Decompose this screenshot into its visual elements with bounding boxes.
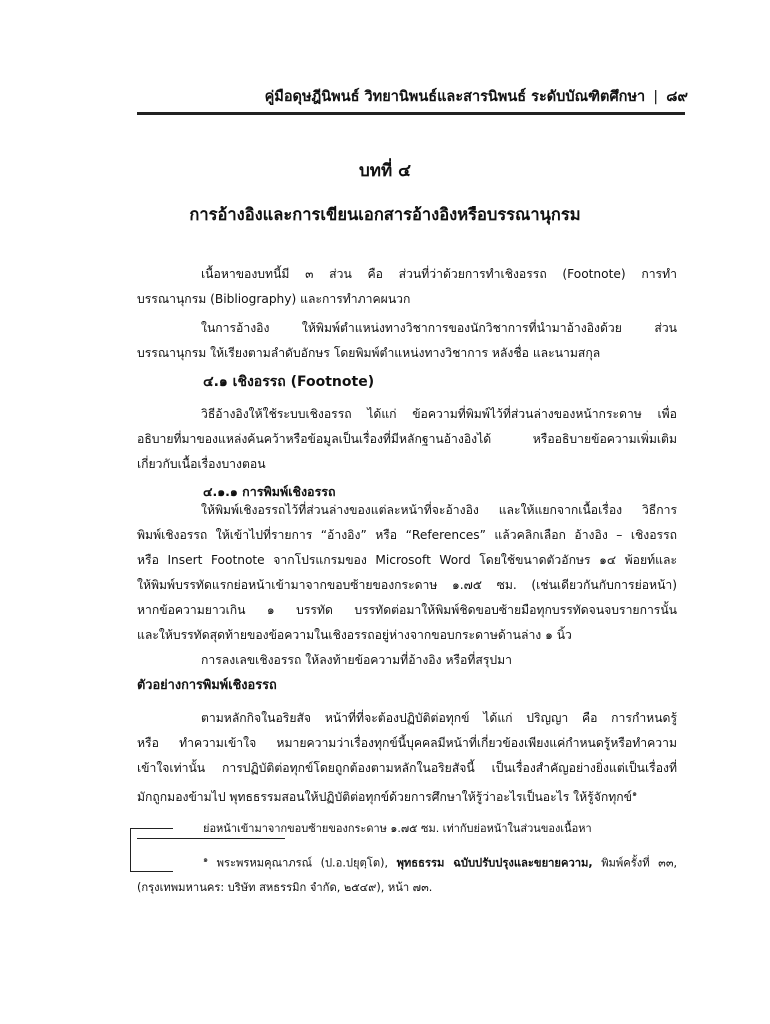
paragraph-line: เกี่ยวกับเนื้อเรื่องบางตอน: [137, 457, 266, 471]
intro-paragraph-2: [137, 316, 677, 366]
page-number: ๘๙: [666, 89, 688, 105]
paragraph-line: เนื้อหาของบทนี้มี ๓ ส่วน คือ ส่วนที่ว่าด้วยการทำเชิงอรรถ (Footnote) การทำ: [201, 267, 677, 281]
indent-callout: ย่อหน้าเข้ามาจากขอบซ้ายของกระดาษ ๑.๗๕ ซม. เท่ากับย่อหน้าในส่วนของเนื้อหา: [203, 822, 592, 835]
running-header: [265, 85, 688, 108]
paragraph-line: ให้พิมพ์เชิงอรรถไว้ที่ส่วนล่างของแต่ละหน้าที่จะอ้างอิง และให้แยกจากเนื้อเรื่อง วิธีการ: [201, 503, 677, 517]
footnote-edition: พิมพ์ครั้งที่ ๓๓,: [601, 856, 678, 870]
paragraph-line: และให้บรรทัดสุดท้ายของข้อความในเชิงอรรถอยู่ห่างจากขอบกระดาษด้านล่าง ๑ นิ้ว: [137, 628, 572, 642]
paragraph-line: ตามหลักกิจในอริยสัจ หน้าที่ที่จะต้องปฏิบัติต่อทุกข์ ได้แก่ ปริญญา คือ การกำหนดรู้: [201, 711, 677, 725]
header-separator: |: [653, 89, 659, 105]
paragraph-line: บรรณานุกรม (Bibliography) และการทำภาคผนวก: [137, 292, 411, 306]
paragraph-line: [137, 781, 677, 806]
paragraph-line: การลงเลขเชิงอรรถ ให้ลงท้ายข้อความที่อ้างอิง หรือที่สรุปมา: [201, 653, 512, 667]
paragraph-line: หรือ ทำความเข้าใจ หมายความว่าเรื่องทุกข์นี้บุคคลมีหน้าที่เกี่ยวข้องเพียงแค่กำหนดรู้หรือทำความ: [137, 736, 677, 750]
paragraph-line: หรือ Insert Footnote จากโปรแกรมของ Microsoft Word โดยใช้ขนาดตัวอักษร ๑๔ พ้อยท์และ: [137, 553, 677, 567]
chapter-title: การอ้างอิงและการเขียนเอกสารอ้างอิงหรือบรรณานุกรม: [189, 205, 581, 224]
indent-bracket: [130, 828, 173, 872]
paragraph-line: ในการอ้างอิง ให้พิมพ์ตำแหน่งทางวิชาการของนักวิชาการที่นำมาอ้างอิงด้วย ส่วน: [201, 321, 677, 335]
running-title: คู่มือดุษฎีนิพนธ์ วิทยานิพนธ์และสารนิพนธ์ ระดับบัณฑิตศึกษา: [264, 89, 646, 105]
paragraph-line: วิธีอ้างอิงให้ใช้ระบบเชิงอรรถ ได้แก่ ข้อความที่พิมพ์ไว้ที่ส่วนล่างของหน้ากระดาษ เพื่อ: [201, 407, 677, 421]
footnote-book-title: พุทธธรรม ฉบับปรับปรุงและขยายความ,: [396, 856, 593, 870]
paragraph-line-text: มักถูกมองข้ามไป พุทธธรรมสอนให้ปฏิบัติต่อทุกข์ด้วยการศึกษาให้รู้ว่าอะไรเป็นอะไร ให้รู้จักทุกข์: [137, 790, 632, 805]
section-heading-4-1-1: ๔.๑.๑ การพิมพ์เชิงอรรถ: [203, 484, 336, 499]
section-4-1-paragraph: [137, 402, 677, 477]
paragraph-line: บรรณานุกรม ให้เรียงตามลำดับอักษร โดยพิมพ์ตำแหน่งทางวิชาการ หลังชื่อ และนามสกุล: [137, 346, 601, 360]
section-heading-4-1: ๔.๑ เชิงอรรถ (Footnote): [203, 374, 375, 390]
example-heading: ตัวอย่างการพิมพ์เชิงอรรถ: [137, 678, 277, 693]
footnote-mark: ๑: [203, 855, 209, 864]
paragraph-line: ให้พิมพ์บรรทัดแรกย่อหน้าเข้ามาจากขอบซ้ายของกระดาษ ๑.๗๕ ซม. (เช่นเดียวกันกับการย่อหน้า): [137, 578, 677, 592]
paragraph-line: หากข้อความยาวเกิน ๑ บรรทัด บรรทัดต่อมาให้พิมพ์ชิดขอบซ้ายมือทุกบรรทัดจนจบรายการนั้น: [137, 603, 677, 617]
chapter-label: บทที่ ๔: [359, 161, 411, 181]
footnote-line-2: (กรุงเทพมหานคร: บริษัท สหธรรมิก จำกัด, ๒๕๔๙), หน้า ๗๓.: [137, 881, 433, 894]
footnote-reference-mark: ๑: [631, 789, 638, 798]
footnote-author: พระพรหมคุณาภรณ์ (ป.อ.ปยุตฺโต),: [216, 856, 389, 870]
intro-paragraph-1: [137, 262, 677, 312]
paragraph-line: เข้าใจเท่านั้น การปฏิบัติต่อทุกข์โดยถูกต้องตามหลักในอริยสัจนี้ เป็นเรื่องสำคัญอย่างยิ่งแต่เป็นเรื่องที่: [137, 761, 677, 775]
example-paragraph: [137, 706, 677, 806]
paragraph-line: พิมพ์เชิงอรรถ ให้เข้าไปที่รายการ “อ้างอิง” หรือ “References” แล้วคลิกเลือก อ้างอิง – เชิงอรรถ: [137, 528, 677, 542]
section-4-1-1-paragraph: [137, 498, 677, 673]
footnote-line-1: [203, 853, 677, 872]
paragraph-line: อธิบายที่มาของแหล่งค้นคว้าหรือข้อมูลเป็นเรื่องที่มีหลักฐานอ้างอิงได้ หรืออธิบายข้อความเพิ่มเติม: [137, 432, 677, 446]
header-rule: [137, 112, 685, 115]
footnote-separator: [137, 838, 285, 839]
